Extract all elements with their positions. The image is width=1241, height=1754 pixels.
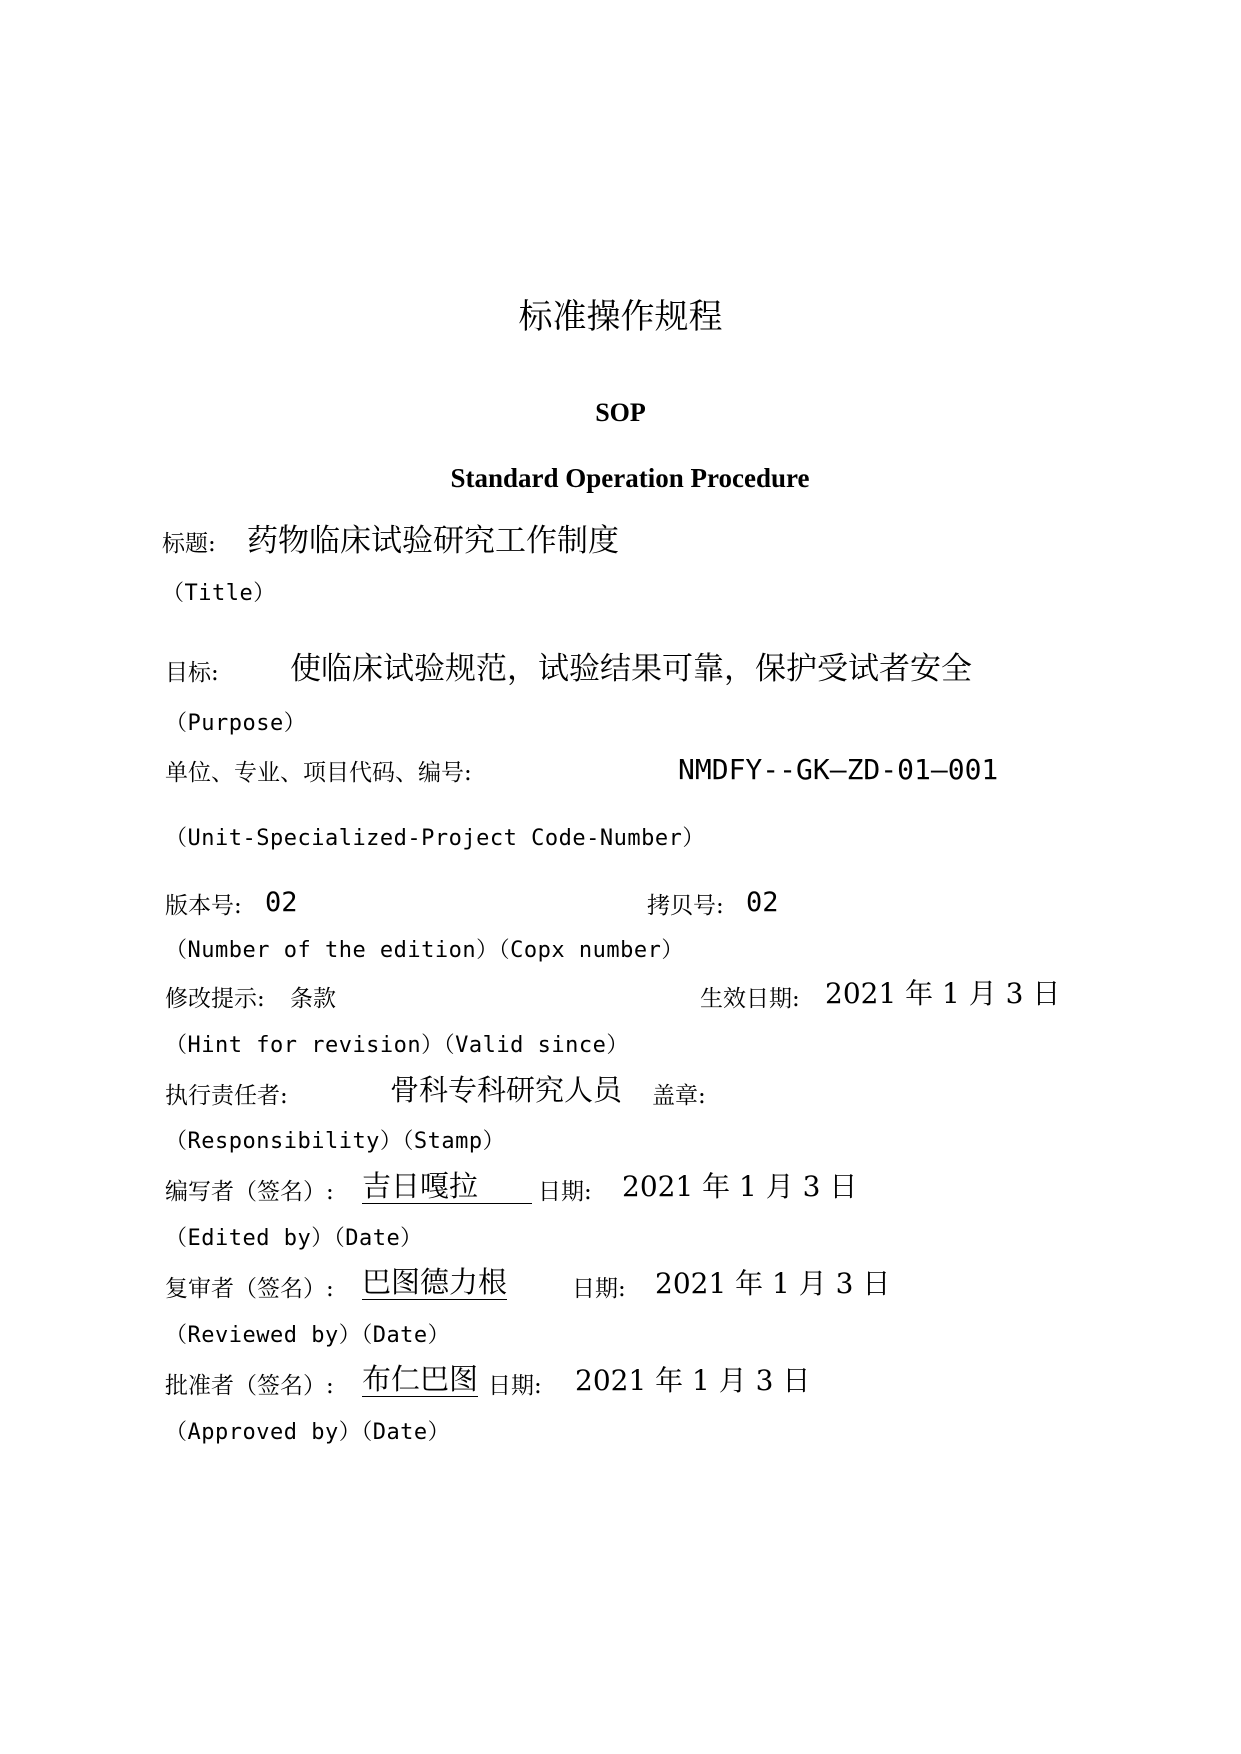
edition-en-label: （Number of the edition）（Copx number） — [165, 938, 684, 963]
code-label: 单位、专业、项目代码、编号: — [165, 760, 472, 786]
edited-by-label: 编写者（签名）: — [165, 1179, 334, 1205]
approved-date-value: 2021 年 1 月 3 日 — [575, 1364, 811, 1397]
edited-date-value: 2021 年 1 月 3 日 — [622, 1170, 858, 1203]
approved-by-label: 批准者（签名）: — [165, 1373, 334, 1399]
purpose-en-label: （Purpose） — [165, 711, 307, 736]
title-en-label: （Title） — [162, 581, 276, 606]
revision-en-label: （Hint for revision）（Valid since） — [165, 1033, 629, 1058]
approved-en-label: （Approved by）（Date） — [165, 1420, 451, 1445]
reviewed-by-label: 复审者（签名）: — [165, 1276, 334, 1302]
responsibility-en-label: （Responsibility）（Stamp） — [165, 1129, 506, 1154]
reviewed-date-label: 日期: — [572, 1276, 626, 1302]
reviewed-date-value: 2021 年 1 月 3 日 — [655, 1267, 891, 1300]
revision-value: 条款 — [290, 986, 336, 1012]
copy-label: 拷贝号: — [647, 893, 724, 919]
title-label: 标题: — [162, 531, 216, 557]
responsibility-value: 骨科专科研究人员 — [390, 1073, 623, 1107]
purpose-label: 目标: — [165, 660, 219, 686]
edited-en-label: （Edited by）（Date） — [165, 1226, 423, 1251]
valid-since-label: 生效日期: — [700, 986, 800, 1012]
edited-by-signature: 吉日嘎拉 — [362, 1172, 532, 1204]
code-en-label: （Unit-Specialized-Project Code-Number） — [165, 826, 705, 851]
approved-date-label: 日期: — [488, 1373, 542, 1399]
valid-since-value: 2021 年 1 月 3 日 — [825, 977, 1061, 1010]
revision-label: 修改提示: — [165, 986, 265, 1012]
reviewed-by-signature: 巴图德力根 — [362, 1265, 508, 1299]
edition-label: 版本号: — [165, 893, 242, 919]
edited-date-label: 日期: — [538, 1179, 592, 1205]
document-title-sop: SOP — [595, 398, 646, 427]
stamp-label: 盖章: — [652, 1083, 706, 1109]
copy-value: 02 — [746, 887, 779, 918]
edition-value: 02 — [265, 887, 298, 918]
purpose-value: 使临床试验规范，试验结果可靠，保护受试者安全 — [290, 651, 972, 687]
code-value: NMDFY--GK—ZD-01—001 — [678, 753, 999, 786]
responsibility-label: 执行责任者: — [165, 1083, 288, 1109]
document-title-sop-full: Standard Operation Procedure — [450, 463, 810, 493]
title-value: 药物临床试验研究工作制度 — [247, 523, 619, 559]
approved-by-signature: 布仁巴图 — [362, 1362, 479, 1396]
reviewed-en-label: （Reviewed by）（Date） — [165, 1323, 451, 1348]
document-title-cn: 标准操作规程 — [518, 297, 723, 337]
